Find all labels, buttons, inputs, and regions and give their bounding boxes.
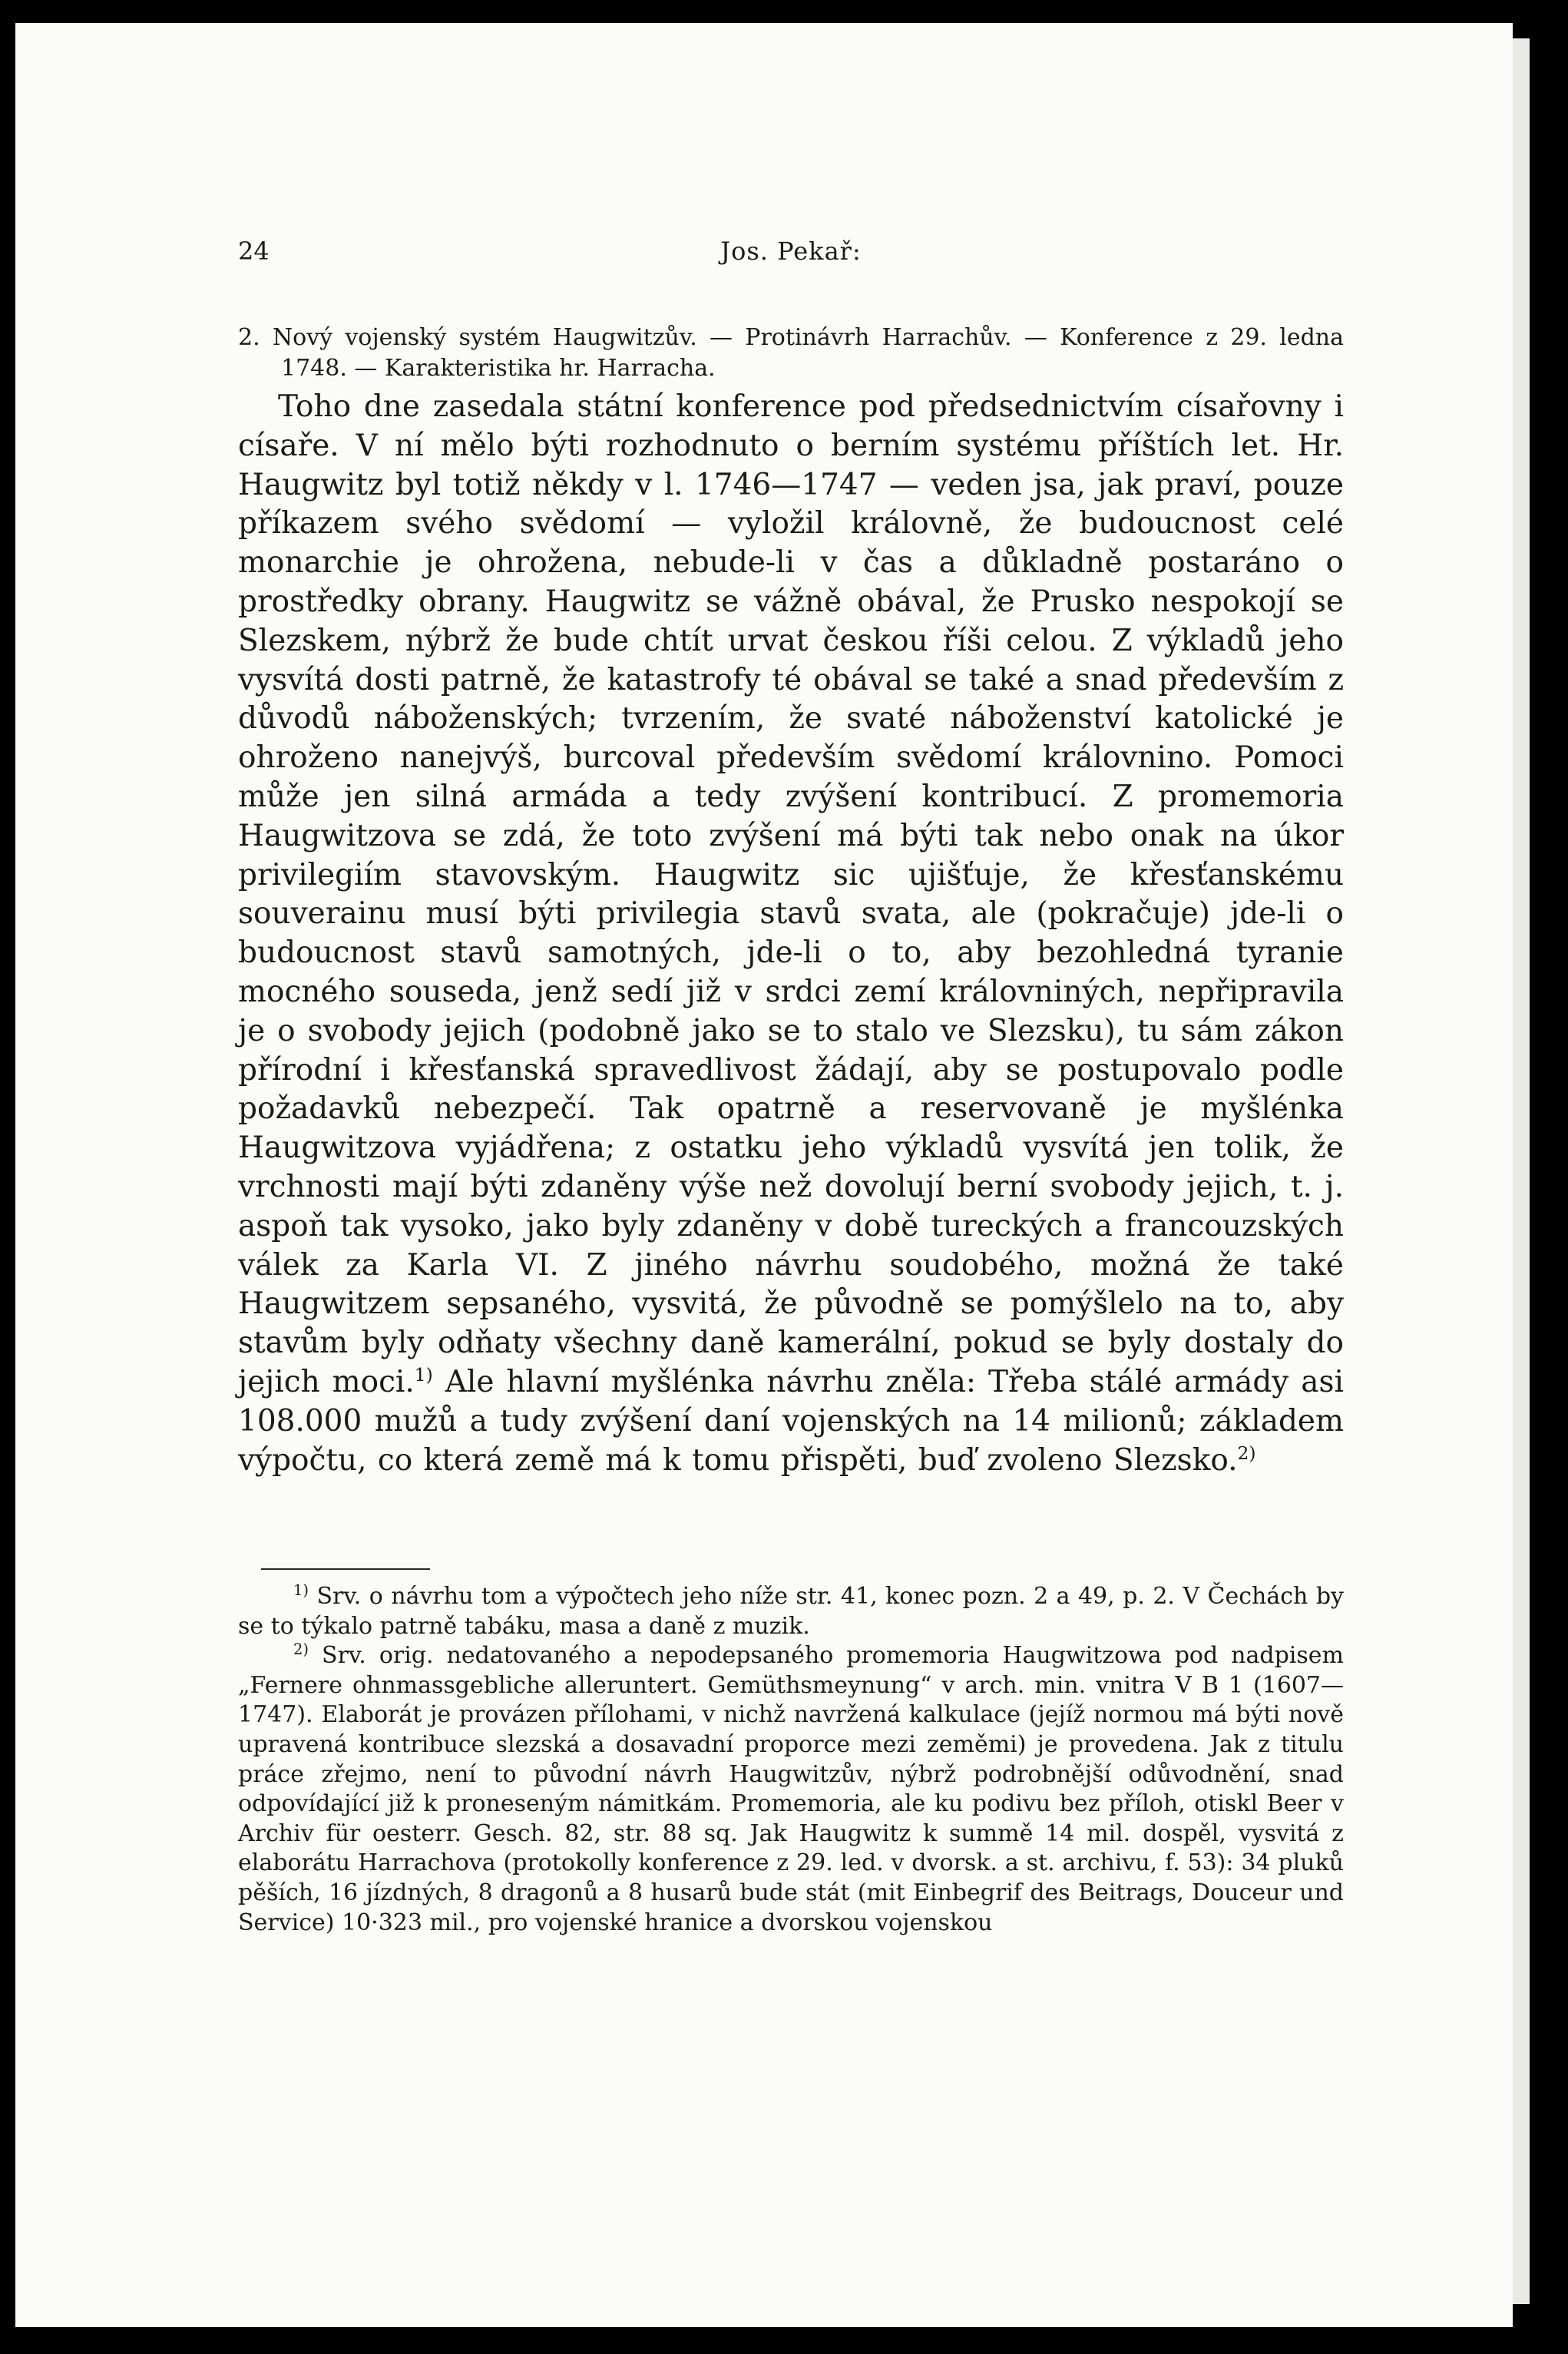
footnotes [238,1582,1344,1938]
footnote-ref-2: 2) [1237,1442,1256,1464]
footnote-separator-rule [261,1568,430,1570]
scan-page-edge [1513,38,1530,2304]
body-paragraph [238,388,1344,1480]
page-number: 24 [238,237,270,266]
footnote-2 [238,1641,1344,1938]
section-heading: 2. Nový vojenský systém Haugwitzův. — Protinávrh Harrachův. — Konference z 29. ledna 1748. — Karakteristika hr. Harracha. [238,324,1344,382]
book-page [15,23,1513,2327]
running-head [238,237,1344,275]
footnote-mark: 2) [293,1641,309,1659]
body-text: Toho dne zasedala státní konference pod předsednictvím císařovny i císaře. V ní mělo býti rozhodnuto o berním systému příštích let. Hr. Haugwitz byl totiž někdy v l. 1746—1747 — veden jsa, jak praví, pouze příkazem svého svědomí — vyložil královně, že budoucnost celé monarchie je ohrožena, nebude-li v čas a důkladně postaráno o prostředky obrany. Haugwitz se vážně obával, že Prusko nespokojí se Slezskem, nýbrž že bude chtít urvat českou říši celou. Z výkladů jeho vysvítá dosti patrně, že katastrofy té obával se také a snad především z důvodů náboženských; tvrzením, že svaté náboženství katolické je ohroženo nanejvýš, burcoval především svědomí královnino. Pomoci může jen silná armáda a tedy zvýšení kontribucí. Z promemoria Haugwitzova se zdá, že toto zvýšení má býti tak nebo onak na úkor privilegiím stavovským. Haugwitz sic ujišťuje, že křesťanskému souverainu musí býti privilegia stavů svata, ale (pokračuje) jde-li o budoucnost stavů samotných, jde-li o to, aby bezohledná tyranie mocného souseda, jenž sedí již v srdci zemí královniných, nepřipravila je o svobody jejich (podobně jako se to stalo ve Slezsku), tu sám zákon přírodní i křesťanská spravedlivost žádají, aby se postupovalo podle požadavků nebezpečí. Tak opatrně a reservovaně je myšlénka Haugwitzova vyjádřena; z ostatku jeho výkladů vysvítá jen tolik, že vrchnosti mají býti zdaněny výše než dovolují berní svobody jejich, t. j. aspoň tak vysoko, jako byly zdaněny v době tureckých a francouzských válek za Karla VI. Z jiného návrhu soudobého, možná že také Haugwitzem sepsaného, vysvitá, že původně se pomýšlelo na to, aby stavům byly odňaty všechny daně kamerální, pokud se byly dostaly do jejich moci. [238,389,1344,1399]
footnote-ref-1: 1) [414,1363,433,1386]
footnote-mark: 1) [293,1581,309,1599]
footnote-text: Srv. o návrhu tom a výpočtech jeho níže str. 41, konec pozn. 2 a 49, p. 2. V Čechách by se to týkalo patrně tabáku, masa a daně z muzik. [238,1583,1344,1640]
footnote-text: Srv. orig. nedatovaného a nepodepsaného promemoria Haugwitzowa pod nadpisem „Fernere ohnmassgebliche alleruntert. Gemüthsmeynung“ v arch. min. vnitra V B 1 (1607—1747). Elaborát je provázen přílohami, v nichž navržená kalkulace (jejíž normou má býti nově upravená kontribuce slezská a dosavadní proporce mezi zeměmi) je provedena. Jak z titulu práce zřejmo, není to původní návrh Haugwitzův, nýbrž podrobnější odůvodnění, snad odpovídající již k proneseným námitkám. Promemoria, ale ku podivu bez příloh, otiskl Beer v Archiv für oesterr. Gesch. 82, str. 88 sq. Jak Haugwitz k summě 14 mil. dospěl, vysvitá z elaborátu Harrachova (protokolly konference z 29. led. v dvorsk. a st. archivu, f. 53): 34 pluků pěších, 16 jízdných, 8 dragonů a 8 husarů bude stát (mit Einbegrif des Beitrags, Douceur und Service) 10·323 mil., pro vojenské hranice a dvorskou vojenskou [238,1642,1344,1936]
body-text-continued: Ale hlavní myšlénka návrhu zněla: Třeba stálé armády asi 108.000 mužů a tudy zvýšení daní vojenských na 14 milionů; základem výpočtu, co která země má k tomu přispěti, buď zvoleno Slezsko. [238,1364,1344,1478]
footnote-1 [238,1582,1344,1641]
running-head-author: Jos. Pekař: [720,237,862,266]
